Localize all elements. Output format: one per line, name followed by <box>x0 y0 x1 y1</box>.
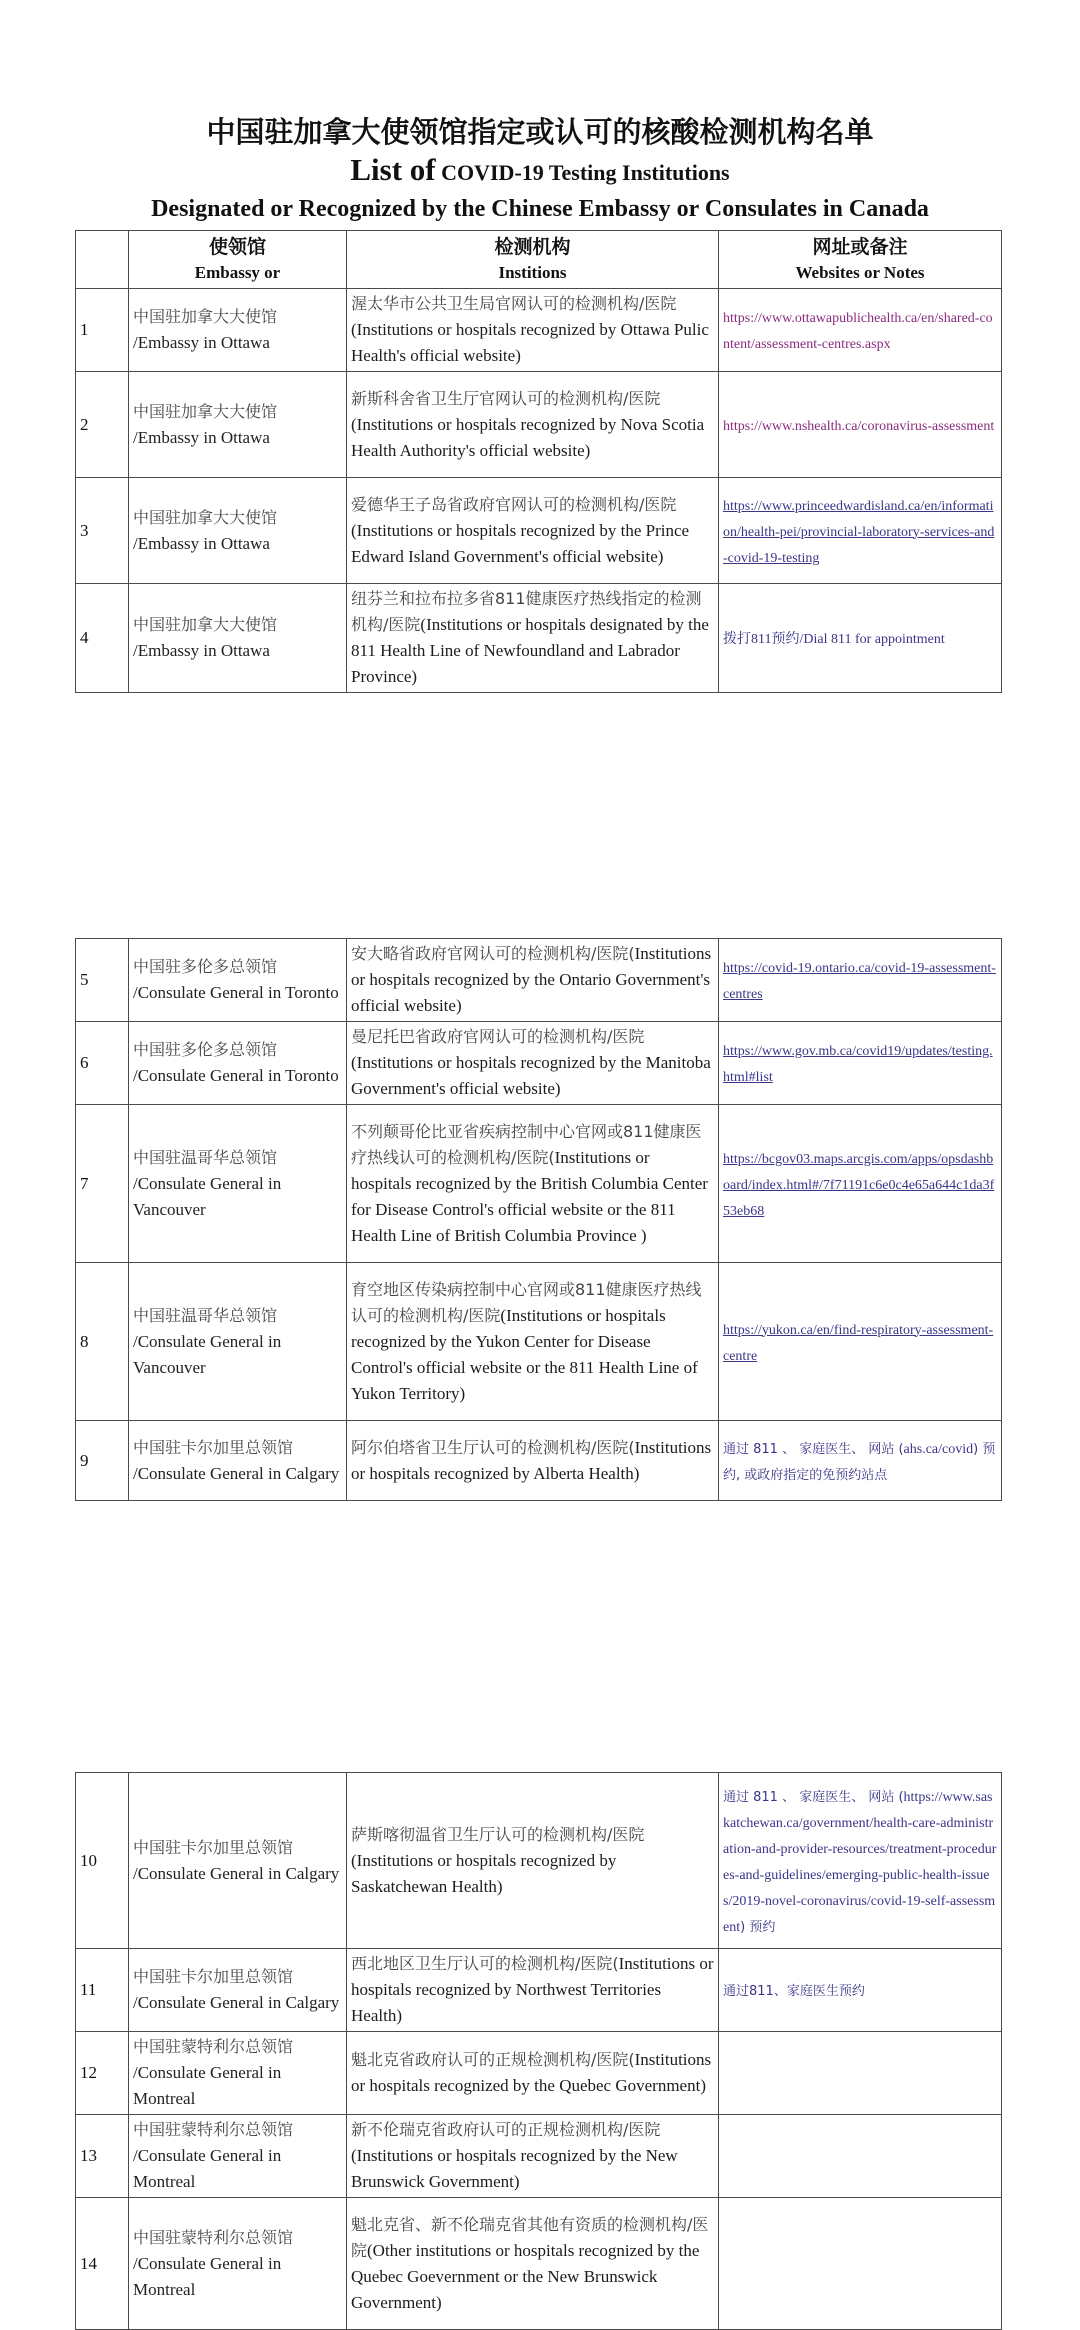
note-text: 通过 811 、 家庭医生、 网站 (https://www.saskatchewan.ca/government/health-care-administration-and-provider-resources/treatment-procedures-and-guidelines/emerging-public-health-issues/2019-novel-coronavirus/covid-19-self-assessment) 预约 <box>723 1789 997 1935</box>
institution-cell: 萨斯喀彻温省卫生厅认可的检测机构/医院(Institutions or hospitals recognized by Saskatchewan Health) <box>347 1773 719 1949</box>
header-embassy: 使领馆 Embassy or <box>129 231 347 289</box>
institution-cell: 魁北克省政府认可的正规检测机构/医院(Institutions or hospitals recognized by the Quebec Government) <box>347 2032 719 2115</box>
table-row <box>76 478 1002 584</box>
note-cell <box>719 2032 1002 2115</box>
embassy-cell: 中国驻卡尔加里总领馆 /Consulate General in Calgary <box>129 1421 347 1501</box>
note-cell <box>719 2198 1002 2330</box>
website-link[interactable]: ahs.ca/covid <box>903 1441 974 1457</box>
note-cell <box>719 289 1002 372</box>
embassy-cell: 中国驻卡尔加里总领馆 /Consulate General in Calgary <box>129 1773 347 1949</box>
website-link[interactable]: https://www.gov.mb.ca/covid19/updates/testing.html#list <box>723 1044 993 1085</box>
title-covid-testing: COVID-19 Testing Institutions <box>441 160 730 185</box>
embassy-cell: 中国驻温哥华总领馆 /Consulate General in Vancouver <box>129 1105 347 1263</box>
header-num-cell <box>76 231 129 289</box>
note-cell <box>719 939 1002 1022</box>
institution-cell: 西北地区卫生厅认可的检测机构/医院(Institutions or hospitals recognized by Northwest Territories Health) <box>347 1949 719 2032</box>
institution-cell: 阿尔伯塔省卫生厅认可的检测机构/医院(Institutions or hospitals recognized by Alberta Health) <box>347 1421 719 1501</box>
institution-cell: 渥太华市公共卫生局官网认可的检测机构/医院(Institutions or hospitals recognized by Ottawa Pulic Health's official website) <box>347 289 719 372</box>
website-link[interactable]: https://covid-19.ontario.ca/covid-19-assessment-centres <box>723 961 996 1002</box>
row-number: 12 <box>76 2032 129 2115</box>
embassy-cell: 中国驻卡尔加里总领馆 /Consulate General in Calgary <box>129 1949 347 2032</box>
embassy-cell: 中国驻加拿大大使馆 /Embassy in Ottawa <box>129 289 347 372</box>
row-number: 7 <box>76 1105 129 1263</box>
website-link[interactable]: https://yukon.ca/en/find-respiratory-assessment-centre <box>723 1322 994 1364</box>
row-number: 2 <box>76 372 129 478</box>
header-notes: 网址或备注 Websites or Notes <box>719 231 1002 289</box>
institutions-table-part-3 <box>75 1772 1002 2330</box>
title-list-of: List of <box>350 152 436 187</box>
note-text: 拨打811预约/Dial 811 for appointment <box>723 632 945 647</box>
institution-cell: 纽芬兰和拉布拉多省811健康医疗热线指定的检测机构/医院(Institutions or hospitals designated by the 811 Health Line of Newfoundland and Labrador Province) <box>347 584 719 693</box>
table-row <box>76 1022 1002 1105</box>
institution-cell: 新斯科舍省卫生厅官网认可的检测机构/医院(Institutions or hospitals recognized by Nova Scotia Health Authority's official website) <box>347 372 719 478</box>
table-row <box>76 1421 1002 1501</box>
row-number: 4 <box>76 584 129 693</box>
row-number: 1 <box>76 289 129 372</box>
website-link[interactable]: https://bcgov03.maps.arcgis.com/apps/opsdashboard/index.html#/7f71191c6e0c4e65a644c1da3f53eb68 <box>723 1151 995 1219</box>
title-english-line2: Designated or Recognized by the Chinese Embassy or Consulates in Canada <box>151 196 929 222</box>
embassy-cell: 中国驻加拿大大使馆 /Embassy in Ottawa <box>129 584 347 693</box>
institution-cell: 不列颠哥伦比亚省疾病控制中心官网或811健康医疗热线认可的检测机构/医院(Institutions or hospitals recognized by the British Columbia Center for Disease Control's official website or the 811 Health Line of British Columbia Province ) <box>347 1105 719 1263</box>
table-row <box>76 939 1002 1022</box>
institution-cell: 安大略省政府官网认可的检测机构/医院(Institutions or hospitals recognized by the Ontario Government's official website) <box>347 939 719 1022</box>
table-row <box>76 584 1002 693</box>
note-cell <box>719 584 1002 693</box>
document-title-block <box>0 112 1080 227</box>
institution-cell: 爱德华王子岛省政府官网认可的检测机构/医院(Institutions or hospitals recognized by the Prince Edward Island Government's official website) <box>347 478 719 584</box>
website-link[interactable]: https://www.saskatchewan.ca/government/health-care-administration-and-provider-resources/treatment-procedures-and-guidelines/emerging-public-health-issues/2019-novel-coronavirus/covid-19-self-assessment <box>723 1789 997 1935</box>
table-row <box>76 1949 1002 2032</box>
embassy-cell: 中国驻蒙特利尔总领馆 /Consulate General in Montreal <box>129 2032 347 2115</box>
table-row <box>76 2198 1002 2330</box>
embassy-cell: 中国驻蒙特利尔总领馆 /Consulate General in Montreal <box>129 2198 347 2330</box>
table-row <box>76 2115 1002 2198</box>
table-row <box>76 372 1002 478</box>
institution-cell: 新不伦瑞克省政府认可的正规检测机构/医院(Institutions or hospitals recognized by the New Brunswick Government) <box>347 2115 719 2198</box>
embassy-cell: 中国驻多伦多总领馆 /Consulate General in Toronto <box>129 1022 347 1105</box>
embassy-cell: 中国驻温哥华总领馆 /Consulate General in Vancouver <box>129 1263 347 1421</box>
note-cell <box>719 1421 1002 1501</box>
row-number: 5 <box>76 939 129 1022</box>
row-number: 3 <box>76 478 129 584</box>
note-text: 通过 811 、 家庭医生、 网站 (ahs.ca/covid) 预约, 或政府指定的免预约站点 <box>723 1441 996 1483</box>
institution-cell: 曼尼托巴省政府官网认可的检测机构/医院(Institutions or hospitals recognized by the Manitoba Government's official website) <box>347 1022 719 1105</box>
table-row <box>76 1263 1002 1421</box>
institutions-table-part-2 <box>75 938 1002 1501</box>
embassy-cell: 中国驻蒙特利尔总领馆 /Consulate General in Montreal <box>129 2115 347 2198</box>
title-english-line1 <box>0 152 1080 191</box>
row-number: 14 <box>76 2198 129 2330</box>
website-link[interactable]: https://www.princeedwardisland.ca/en/information/health-pei/provincial-laboratory-services-and-covid-19-testing <box>723 498 995 566</box>
row-number: 11 <box>76 1949 129 2032</box>
note-cell <box>719 1022 1002 1105</box>
embassy-cell: 中国驻加拿大大使馆 /Embassy in Ottawa <box>129 478 347 584</box>
table-row <box>76 289 1002 372</box>
note-cell <box>719 2115 1002 2198</box>
header-institution: 检测机构 Institions <box>347 231 719 289</box>
table-row <box>76 2032 1002 2115</box>
title-chinese: 中国驻加拿大使领馆指定或认可的核酸检测机构名单 <box>206 115 874 149</box>
table-row <box>76 1105 1002 1263</box>
note-cell <box>719 1949 1002 2032</box>
note-cell <box>719 372 1002 478</box>
website-link[interactable]: https://www.ottawapublichealth.ca/en/shared-content/assessment-centres.aspx <box>723 311 993 352</box>
row-number: 10 <box>76 1773 129 1949</box>
institutions-table-part-1 <box>75 230 1002 693</box>
row-number: 6 <box>76 1022 129 1105</box>
note-cell <box>719 1773 1002 1949</box>
embassy-cell: 中国驻加拿大大使馆 /Embassy in Ottawa <box>129 372 347 478</box>
note-cell <box>719 478 1002 584</box>
website-link[interactable]: https://www.nshealth.ca/coronavirus-assessment <box>723 418 995 434</box>
embassy-cell: 中国驻多伦多总领馆 /Consulate General in Toronto <box>129 939 347 1022</box>
institution-cell: 魁北克省、新不伦瑞克省其他有资质的检测机构/医院(Other institutions or hospitals recognized by the Quebec Goevernment or the New Brunswick Government) <box>347 2198 719 2330</box>
row-number: 8 <box>76 1263 129 1421</box>
note-cell <box>719 1263 1002 1421</box>
table-row <box>76 1773 1002 1949</box>
table-header-row <box>76 231 1002 289</box>
institution-cell: 育空地区传染病控制中心官网或811健康医疗热线认可的检测机构/医院(Institutions or hospitals recognized by the Yukon Center for Disease Control's official website or the 811 Health Line of Yukon Territory) <box>347 1263 719 1421</box>
note-cell <box>719 1105 1002 1263</box>
row-number: 13 <box>76 2115 129 2198</box>
row-number: 9 <box>76 1421 129 1501</box>
note-text: 通过811、家庭医生预约 <box>723 1984 865 1999</box>
